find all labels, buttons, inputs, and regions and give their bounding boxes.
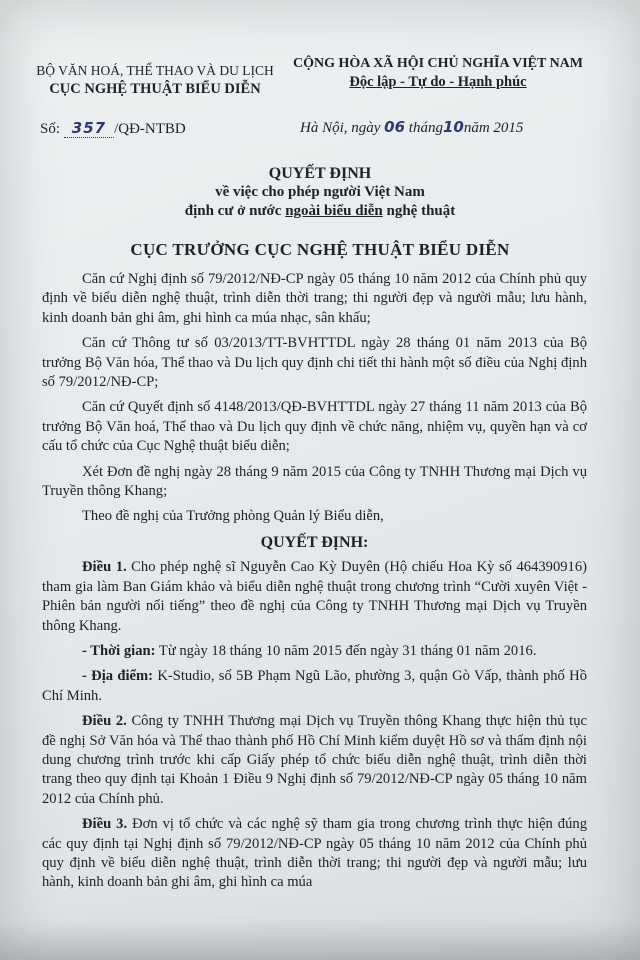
article-1 — [42, 558, 587, 636]
article-1-text: Cho phép nghệ sĩ Nguyễn Cao Kỳ Duyên (Hộ chiếu Hoa Kỳ số 464390916) tham gia làm Ban Giám khảo và biểu diễn nghệ thuật trong chương trình “Cười xuyên Việt - Phiên bản người nổi tiếng” theo đề nghị của Công ty TNHH Thương mại Dịch vụ Truyền thông Khang. — [42, 559, 588, 634]
proposal-paragraph: Theo đề nghị của Trưởng phòng Quản lý Biểu diễn, — [82, 508, 384, 525]
time-text: Từ ngày 18 tháng 10 năm 2015 đến ngày 31 tháng 01 năm 2016. — [158, 642, 537, 659]
handwritten-number: 357 — [64, 119, 114, 138]
legal-basis-1: Căn cứ Nghị định số 79/2012/NĐ-CP ngày 05 tháng 10 năm 2012 của Chính phủ quy định về biểu diễn nghệ thuật, trình diễn thời trang; thi người đẹp và người mẫu; lưu hành, kinh doanh bản ghi âm, ghi hình ca múa nhạc, sân khấu; — [42, 271, 587, 326]
legal-basis-2: Căn cứ Thông tư số 03/2013/TT-BVHTTDL ngày 28 tháng 01 năm 2013 của Bộ trưởng Bộ Văn hóa, Thể thao và Du lịch quy định chi tiết thi hành một số điều của Nghị định số 79/2012/NĐ-CP; — [42, 335, 587, 391]
article-2-text: Công ty TNHH Thương mại Dịch vụ Truyền thông Khang thực hiện thủ tục đề nghị Sở Văn hóa và Thể thao thành phố Hồ Chí Minh kiểm duyệt Hồ sơ và thẩm định nội dung chương trình trước khi cấp Giấy phép tổ chức biểu diễn nghệ thuật, trình diễn thời trang theo quy định tại Khoản 1 Điều 9 Nghị định số 79/2012/NĐ-CP ngày 05 tháng 10 năm 2012 của Chính phủ. — [42, 713, 588, 807]
article-3 — [42, 815, 587, 893]
title-line-3a: định cư ở nước — [184, 203, 282, 219]
title-line-3c: nghệ thuật — [386, 203, 456, 219]
ministry-name: BỘ VĂN HOÁ, THỂ THAO VÀ DU LỊCH — [36, 63, 274, 78]
place-text: K-Studio, số 5B Phạm Ngũ Lão, phường 3, quận Gò Vấp, thành phố Hồ Chí Minh. — [42, 668, 587, 704]
date-month-label: tháng — [408, 120, 443, 136]
date-day: 06 — [384, 118, 406, 136]
number-prefix: Số: — [40, 121, 61, 137]
article-2 — [42, 712, 587, 809]
article-1-label: Điều 1. — [82, 559, 127, 576]
page-shadow — [0, 920, 640, 960]
legal-basis-3: Căn cứ Quyết định số 4148/2013/QĐ-BVHTTDL ngày 27 tháng 11 năm 2013 của Bộ trưởng Bộ Văn hoá, Thể thao và Du lịch quy định về chức năng, nhiệm vụ, quyền hạn và cơ cấu tổ chức của Cục Nghệ thuật biểu diễn; — [42, 399, 587, 455]
title-line-1: QUYẾT ĐỊNH — [268, 165, 372, 182]
national-motto: Độc lập - Tự do - Hạnh phúc — [349, 74, 527, 90]
authority-heading: CỤC TRƯỞNG CỤC NGHỆ THUẬT BIỂU DIỄN — [130, 240, 510, 259]
decide-heading: QUYẾT ĐỊNH: — [260, 533, 369, 551]
date-place: Hà Nội, ngày — [300, 120, 381, 136]
country-name: CỘNG HÒA XÃ HỘI CHỦ NGHĨA VIỆT NAM — [292, 56, 583, 71]
time-label: - Thời gian: — [82, 642, 156, 659]
issuing-agency-header — [30, 62, 280, 98]
document-number — [40, 119, 186, 138]
article-1-time — [42, 642, 587, 661]
title-line-3 — [0, 202, 640, 221]
article-2-label: Điều 2. — [82, 713, 127, 730]
date-year: năm 2015 — [463, 120, 524, 136]
petition-paragraph: Xét Đơn đề nghị ngày 28 tháng 9 năm 2015 của Công ty TNHH Thương mại Dịch vụ Truyền thông Khang; — [42, 463, 587, 500]
article-3-text: Đơn vị tổ chức và các nghệ sỹ tham gia trong chương trình thực hiện đúng các quy định tại Nghị định số 79/2012/NĐ-CP ngày 05 tháng 10 năm 2012 của Chính phủ quy định về biểu diễn nghệ thuật, trình diễn thời trang; thi người đẹp và người mẫu; lưu hành, kinh doanh bản ghi âm, ghi hình ca múa — [42, 816, 587, 891]
article-1-place — [42, 667, 587, 706]
article-3-label: Điều 3. — [82, 816, 128, 833]
number-suffix: /QĐ-NTBD — [114, 121, 186, 137]
document-body — [42, 270, 587, 899]
issue-date — [300, 118, 523, 137]
national-header — [288, 54, 588, 92]
decision-title — [0, 164, 640, 221]
title-line-3b: ngoài biểu diễn — [285, 203, 383, 219]
title-line-2: về việc cho phép người Việt Nam — [215, 184, 425, 200]
department-name: CỤC NGHỆ THUẬT BIỂU DIỄN — [49, 81, 261, 97]
date-month: 10 — [442, 118, 464, 136]
place-label: - Địa điểm: — [82, 668, 154, 685]
